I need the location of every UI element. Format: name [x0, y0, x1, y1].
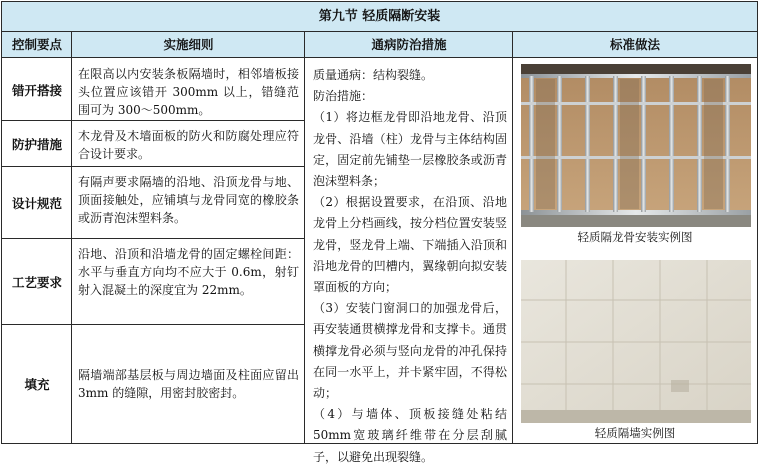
header-standard-practice: 标准做法 — [513, 32, 757, 58]
prevention-measures-text — [305, 59, 513, 464]
measures-paragraph: （3）安装门窗洞口的加强龙骨后，再安装通贯横撑龙骨和支撑卡。通贯横撑龙骨必须与竖向龙骨的冲孔保持在同一水平上，并卡紧牢固，不得松动； — [313, 301, 507, 401]
row-detail: 有隔声要求隔墙的沿地、沿顶龙骨与地、顶面接触处，应铺填与龙骨同宽的橡胶条或沥青泡沫塑料条。 — [78, 175, 299, 225]
partition-wall-illustration — [521, 260, 751, 423]
stud-framing-illustration — [521, 64, 751, 227]
row-detail: 木龙骨及木墙面板的防火和防腐处理应符合设计要求。 — [78, 129, 299, 161]
measures-paragraph: （1）将边框龙骨即沿地龙骨、沿顶龙骨、沿墙（柱）龙骨与主体结构固定，固定前先铺垫一层橡胶条或沥青泡沫塑料条； — [313, 110, 507, 189]
construction-table — [1, 1, 758, 464]
header-control-points: 控制要点 — [2, 32, 72, 58]
row-detail-text: 隔墙端部基层板与周边墙面及柱面应留出 3mm 的缝隙，用密封胶密封。 — [78, 368, 299, 400]
caption-partition-wall: 轻质隔墙实例图 — [594, 426, 676, 440]
header-prevention-measures: 通病防治措施 — [305, 32, 513, 58]
row-detail: 在限高以内安装条板隔墙时，相邻墙板接头位置应该错开 300mm 以上，错缝范围可为 300～500mm。 — [78, 67, 299, 117]
measures-paragraph: （4）与墙体、顶板接缝处粘结 50mm宽玻璃纤维带在分层刮腻子，以避免出现裂缝。 — [313, 407, 507, 464]
caption-stud-framing: 轻质隔龙骨安装实例图 — [577, 230, 693, 244]
measures-paragraph: 防治措施： — [313, 89, 374, 104]
row-detail: 沿地、沿顶和沿墙龙骨的固定螺栓间距：水平与垂直方向均不应大于 0.6m，射钉射入混凝土的深度宜为 22mm。 — [78, 247, 299, 297]
row-detail — [72, 325, 305, 443]
measures-paragraph: （2）根据设置要求，在沿顶、沿地龙骨上分档画线，按分档位置安装竖龙骨，竖龙骨上端、下端插入沿顶和沿地龙骨的凹槽内，翼缘朝向拟安装罩面板的方向； — [313, 195, 507, 295]
measures-paragraph: 质量通病：结构裂缝。 — [313, 68, 434, 82]
row-label: 工艺要求 — [11, 274, 62, 290]
row-label: 防护措施 — [11, 136, 62, 152]
partition-wall-photo — [521, 260, 751, 423]
stud-framing-photo — [521, 64, 751, 227]
row-label: 错开搭接 — [11, 82, 62, 98]
section-title: 第九节 轻质隔断安装 — [2, 2, 757, 32]
row-label: 填充 — [24, 377, 50, 392]
row-label: 设计规范 — [11, 195, 62, 211]
header-implementation-details: 实施细则 — [72, 32, 305, 58]
